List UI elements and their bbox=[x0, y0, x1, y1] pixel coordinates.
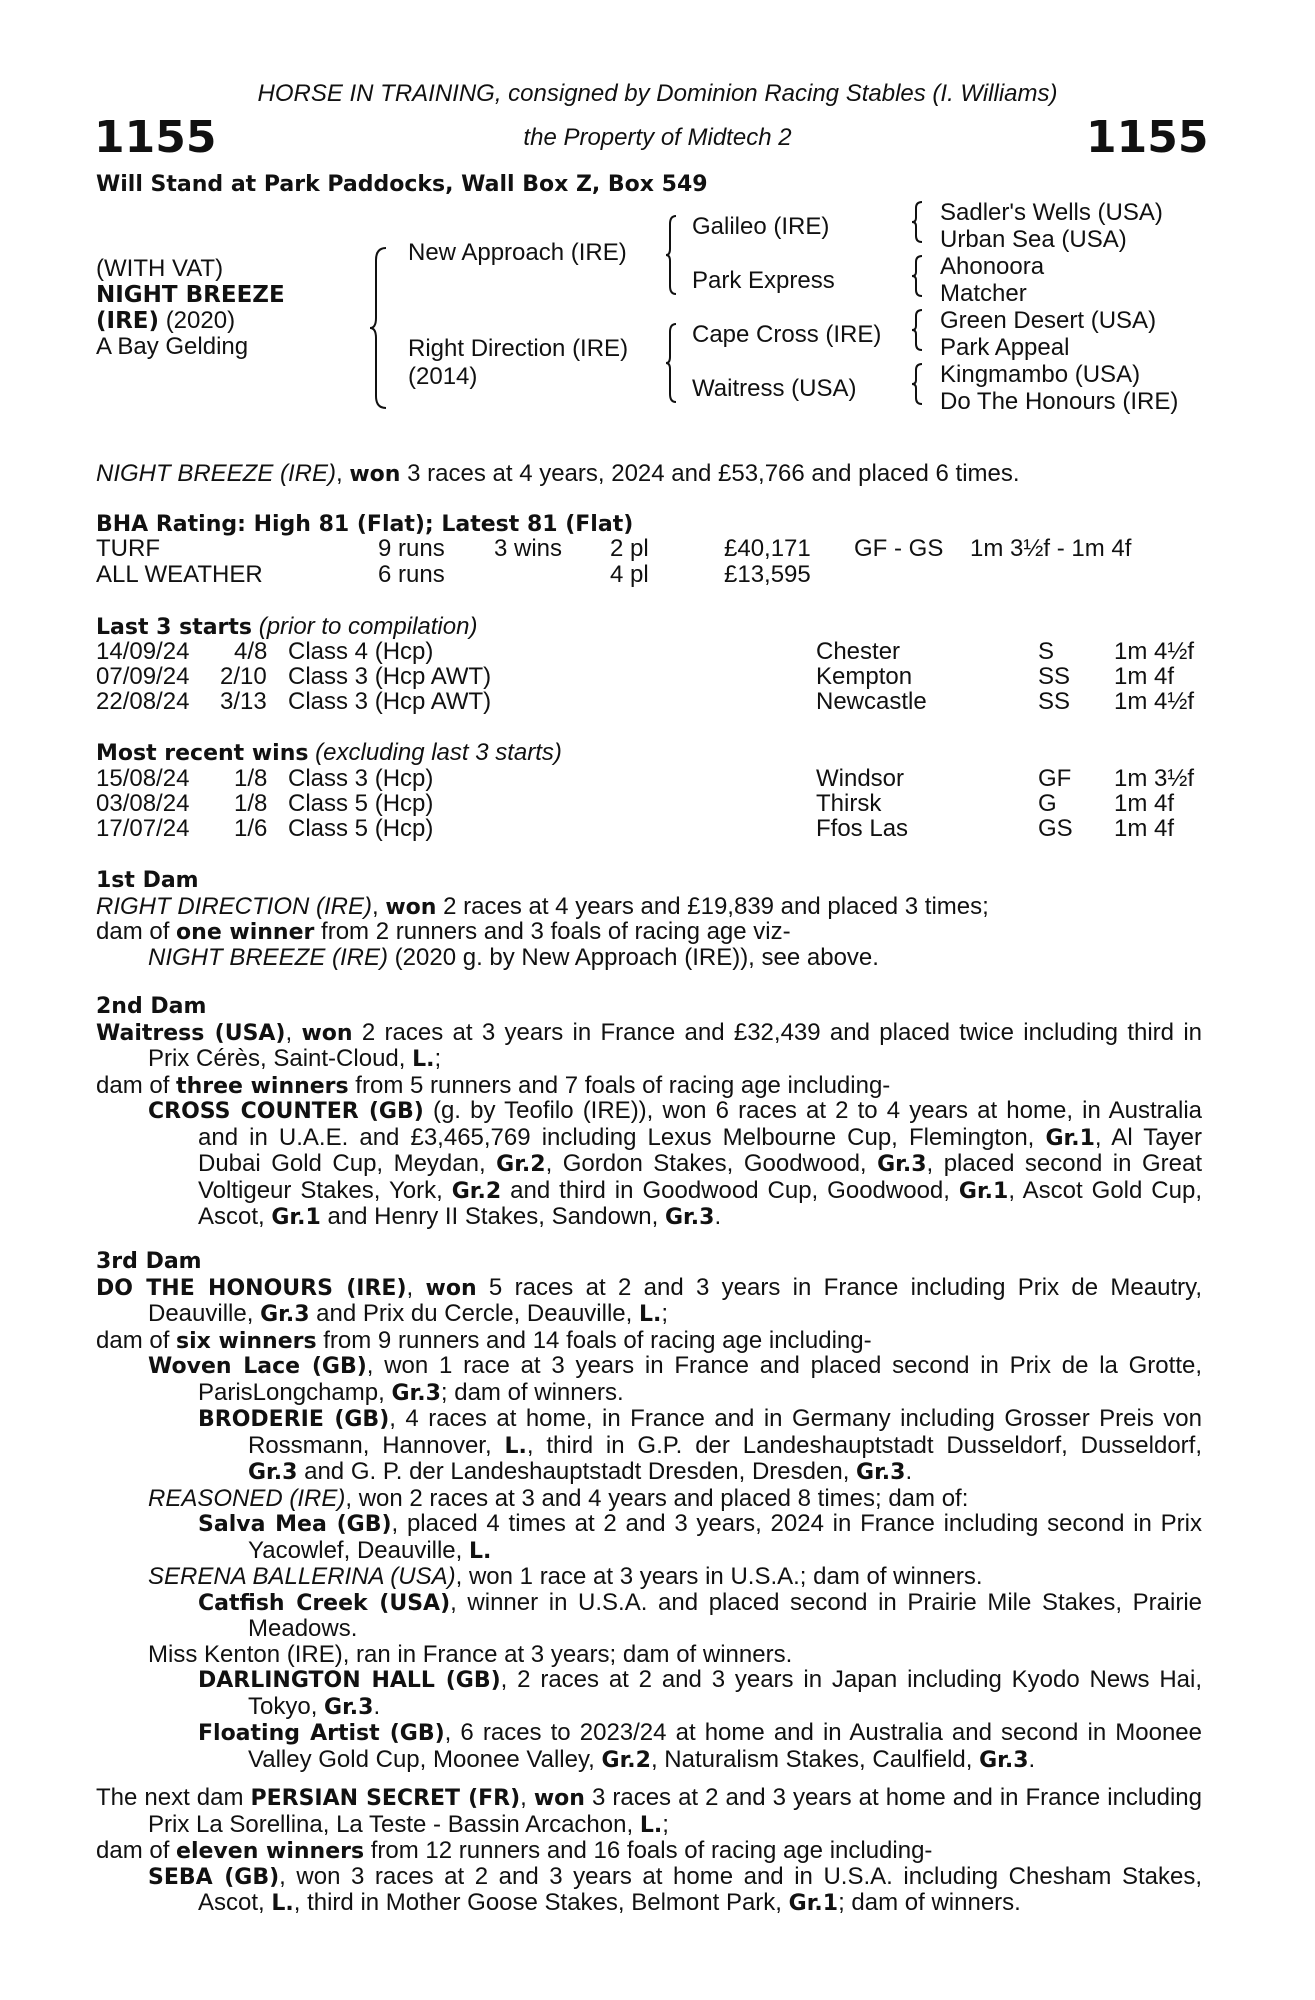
summary-horse-name: NIGHT BREEZE (IRE) bbox=[96, 460, 337, 487]
going: GS bbox=[1038, 815, 1073, 842]
distance: 1m 4½f bbox=[1114, 688, 1195, 715]
consignor-line: HORSE IN TRAINING, consigned by Dominion Racing Stables (I. Williams) bbox=[257, 80, 1058, 107]
dam-name: DO THE HONOURS (IRE) bbox=[96, 1275, 407, 1301]
produce-floating-artist bbox=[96, 1720, 1202, 1773]
produce-reasoned bbox=[96, 1486, 1202, 1512]
date: 14/09/24 bbox=[96, 638, 190, 665]
grade: Gr.1 bbox=[958, 1178, 1009, 1204]
distance: 1m 4f bbox=[1114, 815, 1175, 842]
horse-country: (IRE) bbox=[96, 308, 160, 334]
text: , 4 races at home, in France and in Germany including Grosser Preis von Rossmann, Hannover, bbox=[248, 1405, 1202, 1459]
pedigree-brace-ds bbox=[910, 308, 924, 352]
text: and Henry II Stakes, Sandown, bbox=[320, 1203, 665, 1230]
pedigree-dam: Right Direction (IRE) bbox=[408, 335, 629, 362]
horse-year: (2020) bbox=[165, 307, 236, 334]
lot-number-left: 1155 bbox=[94, 112, 217, 163]
horse-name-line2 bbox=[96, 308, 235, 334]
grade: Gr.2 bbox=[451, 1178, 502, 1204]
text: ; bbox=[661, 1300, 669, 1327]
text: ; dam of winners. bbox=[440, 1378, 624, 1406]
grade: Gr.1 bbox=[1045, 1125, 1095, 1151]
produce-seba bbox=[96, 1864, 1202, 1917]
text: from 9 runners and 14 foals of racing age including- bbox=[316, 1326, 872, 1354]
text: The next dam bbox=[96, 1784, 251, 1811]
runs: 9 runs bbox=[378, 535, 445, 562]
recent-wins-heading bbox=[96, 740, 562, 767]
grade: Gr.3 bbox=[248, 1460, 298, 1485]
race-class: Class 3 (Hcp AWT) bbox=[288, 688, 492, 715]
grade: Gr.3 bbox=[856, 1460, 906, 1485]
text: ; dam of winners. bbox=[838, 1889, 1021, 1916]
winner-count: six winners bbox=[176, 1328, 317, 1354]
pedigree-brace-ss bbox=[910, 200, 924, 244]
text: , Naturalism Stakes, Caulfield, bbox=[650, 1745, 980, 1773]
grade: Gr.3 bbox=[324, 1694, 374, 1720]
distance: 1m 4f bbox=[1114, 663, 1175, 690]
course: Kempton bbox=[816, 663, 913, 690]
text: and G. P. der Landeshauptstadt Dresden, Dresden, bbox=[297, 1458, 857, 1485]
vat-label: (WITH VAT) bbox=[96, 255, 224, 282]
course: Ffos Las bbox=[816, 815, 909, 842]
next-dam-record: The next dam PERSIAN SECRET (FR), won 3 races at 2 and 3 years at home and in France including Prix La Sorellina, La Teste - Bassin Arcachon, L.; bbox=[96, 1784, 1202, 1838]
text: , third in Mother Goose Stakes, Belmont Park, bbox=[293, 1889, 789, 1916]
first-dam-section bbox=[96, 868, 1202, 970]
going: G bbox=[1038, 790, 1057, 817]
date: 07/09/24 bbox=[96, 663, 190, 690]
date: 03/08/24 bbox=[96, 790, 190, 817]
going: GF bbox=[1038, 765, 1072, 792]
placed: 4 pl bbox=[610, 561, 649, 588]
going: GF - GS bbox=[854, 535, 944, 562]
position: 1/8 bbox=[234, 790, 268, 817]
won-label: won bbox=[385, 894, 437, 920]
position: 1/8 bbox=[234, 765, 268, 792]
property-line: the Property of Midtech 2 bbox=[523, 124, 792, 151]
pedigree-dam-sire: Cape Cross (IRE) bbox=[692, 321, 882, 348]
race-class: Class 5 (Hcp) bbox=[288, 790, 434, 817]
text: , 6 races to 2023/24 at home and in Australia and second in Moonee Valley Gold Cup, Moonee Valley, bbox=[248, 1719, 1203, 1773]
text: , won 1 race at 3 years in U.S.A.; dam of winners. bbox=[455, 1563, 983, 1590]
course: Windsor bbox=[816, 765, 905, 792]
pedigree-ssd: Urban Sea (USA) bbox=[940, 226, 1127, 253]
next-dam-section bbox=[96, 1785, 1202, 1917]
recent-wins-note: (excluding last 3 starts) bbox=[315, 739, 562, 766]
pedigree-brace-main bbox=[368, 246, 388, 410]
produce-name: Floating Artist (GB) bbox=[198, 1721, 445, 1746]
race-summary: NIGHT BREEZE (IRE), won 3 races at 4 years, 2024 and £53,766 and placed 6 times. bbox=[96, 460, 1020, 487]
position: 4/8 bbox=[234, 638, 268, 665]
pedigree-ddd: Do The Honours (IRE) bbox=[940, 388, 1179, 415]
surface: TURF bbox=[96, 535, 160, 562]
second-dam-title: 2nd Dam bbox=[96, 994, 207, 1019]
grade: L. bbox=[638, 1302, 662, 1327]
text: dam of bbox=[96, 1326, 177, 1354]
third-dam-section bbox=[96, 1249, 1202, 1773]
grade: Gr.1 bbox=[271, 1205, 321, 1230]
pedigree-dsd: Park Appeal bbox=[940, 334, 1070, 361]
text: , third in G.P. der Landeshauptstadt Dusseldorf, Dusseldorf, bbox=[526, 1431, 1203, 1459]
pedigree-brace-dam bbox=[664, 322, 678, 404]
summary-won: won bbox=[349, 462, 401, 487]
date: 15/08/24 bbox=[96, 765, 190, 792]
pedigree-brace-sire bbox=[664, 214, 678, 296]
surface: ALL WEATHER bbox=[96, 561, 263, 588]
text: from 5 runners and 7 foals of racing age including- bbox=[348, 1071, 891, 1099]
produce-name: SERENA BALLERINA (USA) bbox=[148, 1563, 456, 1590]
dam-name: PERSIAN SECRET (FR) bbox=[250, 1786, 521, 1811]
grade: Gr.3 bbox=[979, 1747, 1029, 1773]
dam-record: 2 races at 3 years in France and £32,439 and placed twice including third in Prix Cérès, Saint-Cloud, bbox=[148, 1018, 1202, 1072]
text: . bbox=[905, 1458, 913, 1485]
text: 5 races at 2 and 3 years in France including Prix de Meautry, Deauville, bbox=[148, 1273, 1202, 1327]
winner-count: one winner bbox=[176, 920, 315, 945]
produce-name: Woven Lace (GB) bbox=[148, 1354, 367, 1379]
text: , Gordon Stakes, Goodwood, bbox=[545, 1150, 878, 1177]
text: . bbox=[714, 1203, 722, 1230]
first-dam-produce bbox=[96, 945, 1202, 971]
dam-name: RIGHT DIRECTION (IRE) bbox=[96, 892, 372, 920]
next-dam-produce-intro bbox=[96, 1838, 1202, 1864]
distance: 1m 4f bbox=[1114, 790, 1175, 817]
horse-name: NIGHT BREEZE bbox=[96, 282, 285, 308]
race-class: Class 3 (Hcp) bbox=[288, 765, 434, 792]
recent-wins-title: Most recent wins bbox=[96, 741, 309, 766]
position: 2/10 bbox=[220, 663, 267, 690]
grade: Gr.3 bbox=[391, 1380, 441, 1406]
grade: Gr.3 bbox=[260, 1302, 310, 1327]
pedigree-dam-dam: Waitress (USA) bbox=[692, 375, 857, 402]
produce-name: NIGHT BREEZE (IRE) bbox=[148, 943, 389, 971]
grade: L. bbox=[271, 1891, 294, 1916]
text: (g. by Teofilo (IRE)), won 6 races at 2 to 4 years at home, in Australia and in U.A.E. and £3,465,769 including Lexus Melbourne Cup, Flemington, bbox=[198, 1097, 1203, 1151]
runs: 6 runs bbox=[378, 561, 445, 588]
pedigree-dam-year: (2014) bbox=[408, 363, 478, 390]
earnings: £13,595 bbox=[724, 561, 811, 588]
position: 3/13 bbox=[220, 688, 267, 715]
text: dam of bbox=[96, 918, 177, 945]
text: , winner in U.S.A. and placed second in Prairie Mile Stakes, Prairie Meadows. bbox=[248, 1588, 1203, 1642]
produce-name: REASONED (IRE) bbox=[148, 1484, 346, 1512]
dam-name: Waitress (USA) bbox=[96, 1020, 286, 1046]
produce-darlington-hall bbox=[96, 1667, 1202, 1720]
text: , won 2 races at 3 and 4 years and placed 8 times; dam of: bbox=[345, 1484, 969, 1512]
produce-text: (2020 g. by New Approach (IRE)), see above. bbox=[388, 943, 879, 971]
first-dam-line1: RIGHT DIRECTION (IRE), won 2 races at 4 years and £19,839 and placed 3 times; bbox=[96, 892, 989, 920]
winner-count: eleven winners bbox=[176, 1839, 365, 1864]
pedigree-dss: Green Desert (USA) bbox=[940, 307, 1157, 334]
pedigree-sds: Ahonoora bbox=[940, 253, 1045, 280]
grade: L. bbox=[504, 1433, 527, 1459]
course: Thirsk bbox=[816, 790, 882, 817]
horse-description: A Bay Gelding bbox=[96, 333, 249, 360]
course: Newcastle bbox=[816, 688, 927, 715]
pedigree-brace-sd bbox=[910, 254, 924, 298]
text: , 2 races at 2 and 3 years in Japan including Kyodo News Hai, Tokyo, bbox=[248, 1666, 1202, 1720]
third-dam-record: DO THE HONOURS (IRE), won 5 races at 2 and 3 years in France including Prix de Meautry, Deauville, Gr.3 and Prix du Cercle, Deauville, L.; bbox=[96, 1273, 1202, 1327]
text: and Prix du Cercle, Deauville, bbox=[309, 1300, 639, 1327]
pedigree-sss: Sadler's Wells (USA) bbox=[940, 199, 1163, 226]
placed: 2 pl bbox=[610, 535, 649, 562]
text: 3 races at 2 and 3 years at home and in France including Prix La Sorellina, La Teste - Bassin Arcachon, bbox=[148, 1784, 1202, 1838]
won-label: won bbox=[425, 1275, 477, 1301]
grade: Gr.2 bbox=[601, 1747, 651, 1773]
produce-serena-ballerina bbox=[96, 1564, 1202, 1590]
distance: 1m 3½f bbox=[1114, 765, 1195, 792]
won-label: won bbox=[533, 1786, 585, 1811]
text: , Ascot Gold Cup, Ascot, bbox=[198, 1176, 1203, 1230]
text: , won 1 race at 3 years in France and placed second in Prix de la Grotte, ParisLongchamp, bbox=[198, 1352, 1203, 1406]
grade: Gr.2 bbox=[496, 1152, 546, 1177]
distance: 1m 3½f - 1m 4f bbox=[970, 535, 1132, 562]
pedigree-brace-dd bbox=[910, 362, 924, 406]
second-dam-record: Waitress (USA), won 2 races at 3 years in France and £32,439 and placed twice including third in Prix Cérès, Saint-Cloud, L.; bbox=[96, 1018, 1202, 1072]
pedigree-sire-dam: Park Express bbox=[692, 267, 835, 294]
text: , placed 4 times at 2 and 3 years, 2024 in France including second in Prix Yacowlef, Deauville, bbox=[248, 1510, 1202, 1564]
pedigree-dds: Kingmambo (USA) bbox=[940, 361, 1141, 388]
grade: L. bbox=[412, 1047, 435, 1072]
summary-text: 3 races at 4 years, 2024 and £53,766 and placed 6 times. bbox=[400, 460, 1020, 487]
third-dam-produce-intro bbox=[96, 1328, 1202, 1354]
date: 22/08/24 bbox=[96, 688, 190, 715]
last-starts-heading bbox=[96, 614, 477, 641]
going: S bbox=[1038, 638, 1055, 665]
bha-rating-title: BHA Rating: High 81 (Flat); Latest 81 (Flat) bbox=[96, 512, 634, 537]
race-class: Class 5 (Hcp) bbox=[288, 815, 434, 842]
first-dam-title: 1st Dam bbox=[96, 868, 199, 893]
third-dam-title: 3rd Dam bbox=[96, 1249, 202, 1274]
text: ; bbox=[434, 1045, 442, 1072]
text: from 2 runners and 3 foals of racing age viz- bbox=[314, 918, 791, 945]
grade: L. bbox=[469, 1538, 492, 1564]
winner-count: three winners bbox=[176, 1073, 349, 1099]
text: , placed second in Great Voltigeur Stakes, York, bbox=[198, 1150, 1203, 1204]
wins: 3 wins bbox=[494, 535, 563, 562]
text: . bbox=[373, 1692, 381, 1720]
produce-name: DARLINGTON HALL (GB) bbox=[198, 1668, 501, 1693]
distance: 1m 4½f bbox=[1114, 638, 1195, 665]
lot-number-right: 1155 bbox=[1086, 112, 1209, 163]
second-dam-produce-intro bbox=[96, 1073, 1202, 1099]
race-class: Class 3 (Hcp AWT) bbox=[288, 663, 492, 690]
produce-woven-lace bbox=[96, 1353, 1202, 1406]
grade: L. bbox=[639, 1812, 663, 1838]
date: 17/07/24 bbox=[96, 815, 190, 842]
pedigree-sdd: Matcher bbox=[940, 280, 1027, 307]
produce-name: SEBA (GB) bbox=[148, 1864, 280, 1890]
text: and third in Goodwood Cup, Goodwood, bbox=[501, 1176, 959, 1204]
dam-record: 2 races at 4 years and £19,839 and placed 3 times; bbox=[436, 892, 989, 920]
grade: Gr.1 bbox=[788, 1891, 839, 1916]
second-dam-section bbox=[96, 994, 1202, 1231]
course: Chester bbox=[816, 638, 901, 665]
produce-name: CROSS COUNTER (GB) bbox=[148, 1099, 424, 1124]
pedigree-sire: New Approach (IRE) bbox=[408, 239, 627, 266]
pedigree-sire-sire: Galileo (IRE) bbox=[692, 213, 830, 240]
text: , Al Tayer Dubai Gold Cup, Meydan, bbox=[198, 1123, 1202, 1177]
position: 1/6 bbox=[234, 815, 268, 842]
text: , won 3 races at 2 and 3 years at home and in U.S.A. including Chesham Stakes, Ascot, bbox=[198, 1862, 1202, 1916]
text: ; bbox=[662, 1810, 669, 1838]
produce-name: Catfish Creek (USA) bbox=[198, 1590, 451, 1616]
produce-name: BRODERIE (GB) bbox=[198, 1407, 390, 1432]
text: . bbox=[1028, 1745, 1036, 1773]
earnings: £40,171 bbox=[724, 535, 811, 562]
text: from 12 runners and 16 foals of racing age including- bbox=[364, 1837, 933, 1864]
produce-salva-mea bbox=[96, 1511, 1202, 1564]
text: dam of bbox=[96, 1071, 177, 1099]
produce-catfish-creek bbox=[96, 1590, 1202, 1642]
produce-miss-kenton: Miss Kenton (IRE), ran in France at 3 years; dam of winners. bbox=[148, 1640, 793, 1668]
last-starts-title: Last 3 starts bbox=[96, 615, 253, 640]
won-label: won bbox=[301, 1020, 353, 1046]
grade: Gr.3 bbox=[877, 1152, 927, 1177]
produce-name: Salva Mea (GB) bbox=[198, 1512, 392, 1537]
stand-location: Will Stand at Park Paddocks, Wall Box Z, Box 549 bbox=[96, 172, 708, 197]
first-dam-line2 bbox=[96, 919, 1202, 945]
race-class: Class 4 (Hcp) bbox=[288, 638, 434, 665]
produce-broderie bbox=[96, 1406, 1202, 1486]
text: dam of bbox=[96, 1837, 177, 1864]
going: SS bbox=[1038, 688, 1071, 715]
grade: Gr.3 bbox=[665, 1205, 715, 1230]
last-starts-note: (prior to compilation) bbox=[258, 613, 478, 640]
going: SS bbox=[1038, 663, 1071, 690]
produce-cross-counter bbox=[96, 1098, 1202, 1231]
